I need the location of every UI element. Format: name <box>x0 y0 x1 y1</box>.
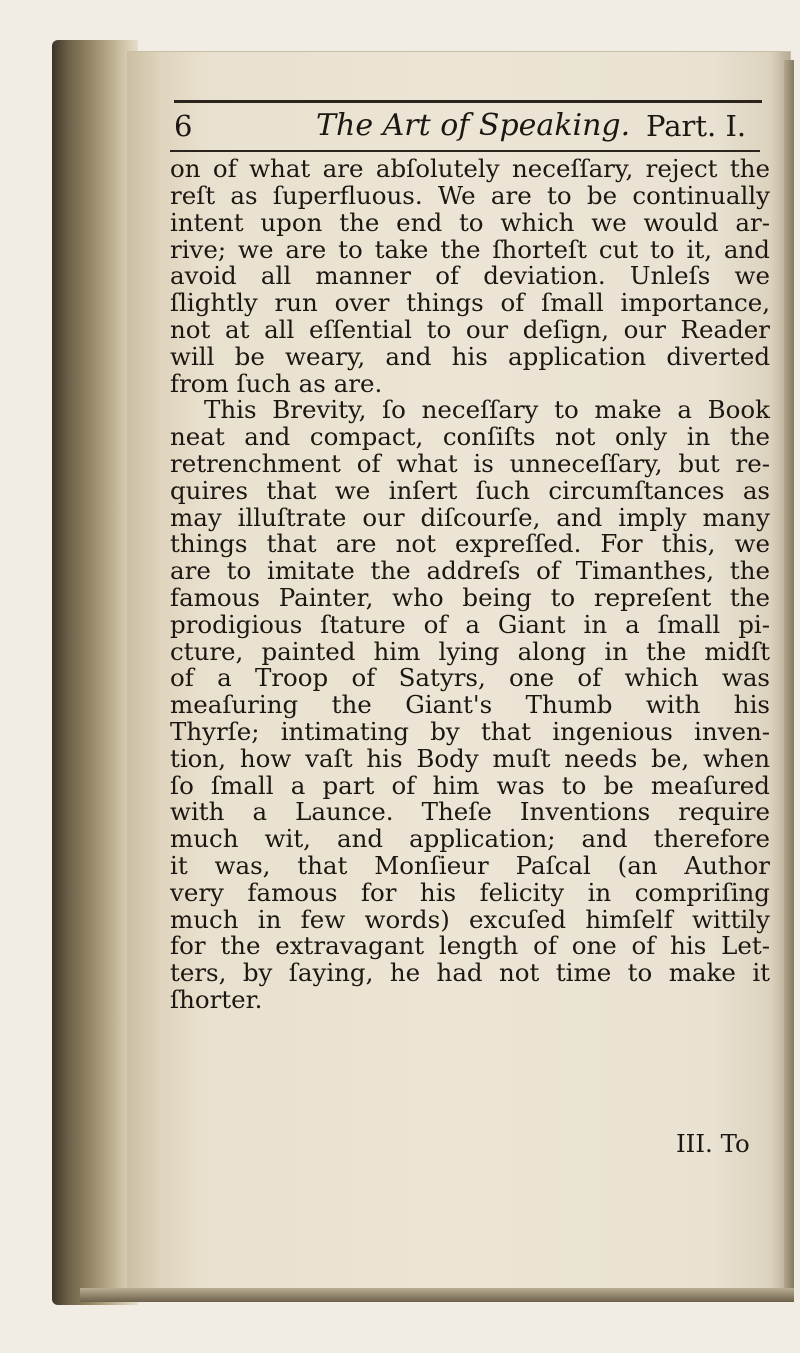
text-line: not at all eſſential to our deſign, our Reader <box>170 314 770 344</box>
page-bottom-edge <box>80 1288 794 1302</box>
running-title: The Art of Speaking. <box>316 108 631 143</box>
text-line: very famous for his felicity in compriſing <box>170 877 770 907</box>
text-line: much in few words) excuſed himſelf wittily <box>170 904 770 934</box>
text-line: with a Launce. Theſe Inventions require <box>170 797 770 827</box>
catchword: III. To <box>676 1129 750 1158</box>
text-line: meaſuring the Giant's Thumb with his <box>170 690 770 720</box>
text-line: from ſuch as are. <box>170 368 383 398</box>
text-line: quires that we inſert ſuch circumſtances as <box>170 475 770 505</box>
text-line: cture, painted him lying along in the midſt <box>170 636 770 666</box>
body-text <box>170 156 770 1014</box>
text-line: prodigious ſtature of a Giant in a ſmall pi- <box>170 609 770 639</box>
top-rule <box>174 100 762 103</box>
page-number: 6 <box>174 109 193 143</box>
text-line: avoid all manner of deviation. Unleſs we <box>170 261 770 291</box>
book-binding <box>52 40 138 1305</box>
text-line: reſt as ſuperfluous. We are to be continually <box>170 181 770 210</box>
text-line: intent upon the end to which we would ar- <box>170 207 770 237</box>
text-line: neat and compact, conſiſts not only in the <box>170 422 770 452</box>
text-line: ſo ſmall a part of him was to be meaſured <box>170 770 770 800</box>
text-line: will be weary, and his application diverted <box>170 341 770 371</box>
text-line: for the extravagant length of one of his Let- <box>170 931 770 961</box>
part-label: Part. I. <box>646 109 747 143</box>
text-line: Thyrſe; intimating by that ingenious inven- <box>170 716 770 746</box>
head-rule <box>170 150 760 152</box>
text-line: tion, how vaſt his Body muſt needs be, when <box>170 743 770 773</box>
text-line: ſlightly run over things of ſmall importance, <box>170 288 770 318</box>
text-line: much wit, and application; and therefore <box>170 824 770 854</box>
text-line: This Brevity, ſo neceſſary to make a Book <box>204 395 770 425</box>
text-line: retrenchment of what is unneceſſary, but re- <box>170 448 770 478</box>
text-line: famous Painter, who being to repreſent the <box>170 582 770 612</box>
text-line: may illuſtrate our diſcourſe, and imply many <box>170 502 770 532</box>
text-line: rive; we are to take the ſhorteſt cut to it, and <box>170 234 770 264</box>
text-line: it was, that Monſieur Paſcal (an Author <box>170 850 770 880</box>
text-line: ſhorter. <box>170 984 263 1014</box>
text-line: of a Troop of Satyrs, one of which was <box>170 663 770 693</box>
running-head <box>174 106 764 150</box>
page-edge <box>784 60 794 1295</box>
text-line: things that are not expreſſed. For this, we <box>170 529 770 559</box>
text-line: on of what are abſolutely neceſſary, reject the <box>170 154 770 183</box>
text-line: ters, by ſaying, he had not time to make it <box>170 958 770 988</box>
text-line: are to imitate the addreſs of Timanthes, the <box>170 556 770 586</box>
